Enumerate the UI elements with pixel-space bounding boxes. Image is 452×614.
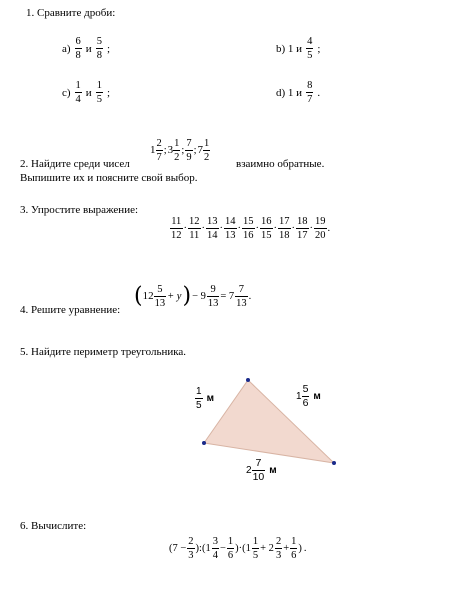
mixed-number: $\frac{7}{9}$ — [186, 138, 192, 163]
task1-item-a: а) $\frac{6}{8}$ и $\frac{5}{8}$ ; — [62, 36, 110, 61]
conj: и — [85, 87, 92, 100]
mixed-number: 1 $\frac{2}{7}$ — [150, 138, 162, 163]
item-label: b) 1 и — [276, 43, 303, 56]
conj: и — [85, 43, 92, 56]
fraction: $\frac{14}{13}$ — [225, 216, 236, 241]
task4-title: 4. Решите уравнение: — [20, 304, 121, 316]
fraction: $\frac{15}{16}$ — [243, 216, 254, 241]
fraction: $\frac{11}{12}$ — [171, 216, 182, 241]
fraction: $\frac{12}{11}$ — [189, 216, 200, 241]
task1-title: 1. Сравните дроби: — [26, 7, 116, 19]
task2-numbers: 1 $\frac{2}{7}$ ;3 $\frac{1}{2}$ ; $\frac{7}{9}$ ;7 $\frac{1}{2}$ — [150, 138, 210, 163]
fraction: $\frac{16}{15}$ — [261, 216, 272, 241]
triangle-figure — [190, 370, 350, 470]
vertex-left — [202, 441, 206, 445]
task1-item-d: d) 1 и $\frac{8}{7}$ . — [276, 80, 321, 105]
fraction: $\frac{19}{20}$ — [315, 216, 326, 241]
fraction: $\frac{1}{5}$ — [96, 80, 102, 105]
fraction: $\frac{5}{8}$ — [96, 36, 102, 61]
item-label: а) — [62, 43, 71, 56]
fraction: $\frac{13}{14}$ — [207, 216, 218, 241]
task1-item-b: b) 1 и $\frac{4}{5}$ ; — [276, 36, 321, 61]
item-label: с) — [62, 87, 71, 100]
vertex-right — [332, 461, 336, 465]
fraction: $\frac{8}{7}$ — [307, 80, 313, 105]
fraction: $\frac{6}{8}$ — [75, 36, 81, 61]
task1-item-c: с) $\frac{1}{4}$ и $\frac{1}{5}$ ; — [62, 80, 110, 105]
task2-line1-end: взаимно обратные. — [236, 158, 325, 170]
task2-line2: Выпишите их и поясните свой выбор. — [20, 172, 198, 184]
task2-line1: 2. Найдите среди чисел — [20, 158, 130, 170]
task4-equation: (12 $\frac{5}{13}$ + y)− 9 $\frac{9}{13}$ = 7 $\frac{7}{13}$ . — [134, 283, 252, 309]
item-label: d) 1 и — [276, 87, 303, 100]
task3-expression: $\frac{11}{12}$ · $\frac{12}{11}$ · $\frac{13}{14}$ · $\frac{14}{13}$ · $\frac{15}{16}$ · $\frac{16}{15}$ · $\frac{17}{18}$ · $\frac{18}{17}$ · $\frac{19}{20}$ . — [171, 216, 331, 241]
side-bottom-label: 2 $\frac{7}{10}$ м — [246, 457, 277, 483]
side-left-label: $\frac{1}{5}$ м — [196, 386, 214, 411]
task6-expression: (7 − $\frac{2}{3}$ ):(1 $\frac{3}{4}$ − $\frac{1}{6}$ )·(1 $\frac{1}{5}$ + 2 $\frac{2}{3}$ + $\frac{1}{6}$ ) . — [169, 536, 307, 561]
mixed-number: 7 $\frac{1}{2}$ — [197, 138, 210, 163]
mixed-number: 3 $\frac{1}{2}$ — [167, 138, 180, 163]
task6-title: 6. Вычислите: — [20, 520, 87, 532]
fraction: $\frac{18}{17}$ — [297, 216, 308, 241]
task5-title: 5. Найдите периметр треугольника. — [20, 346, 187, 358]
side-right-label: 1 $\frac{5}{6}$ м — [296, 383, 321, 409]
task3-title: 3. Упростите выражение: — [20, 204, 139, 216]
vertex-top — [246, 378, 250, 382]
fraction: $\frac{4}{5}$ — [307, 36, 313, 61]
fraction: $\frac{17}{18}$ — [279, 216, 290, 241]
fraction: $\frac{1}{4}$ — [75, 80, 81, 105]
